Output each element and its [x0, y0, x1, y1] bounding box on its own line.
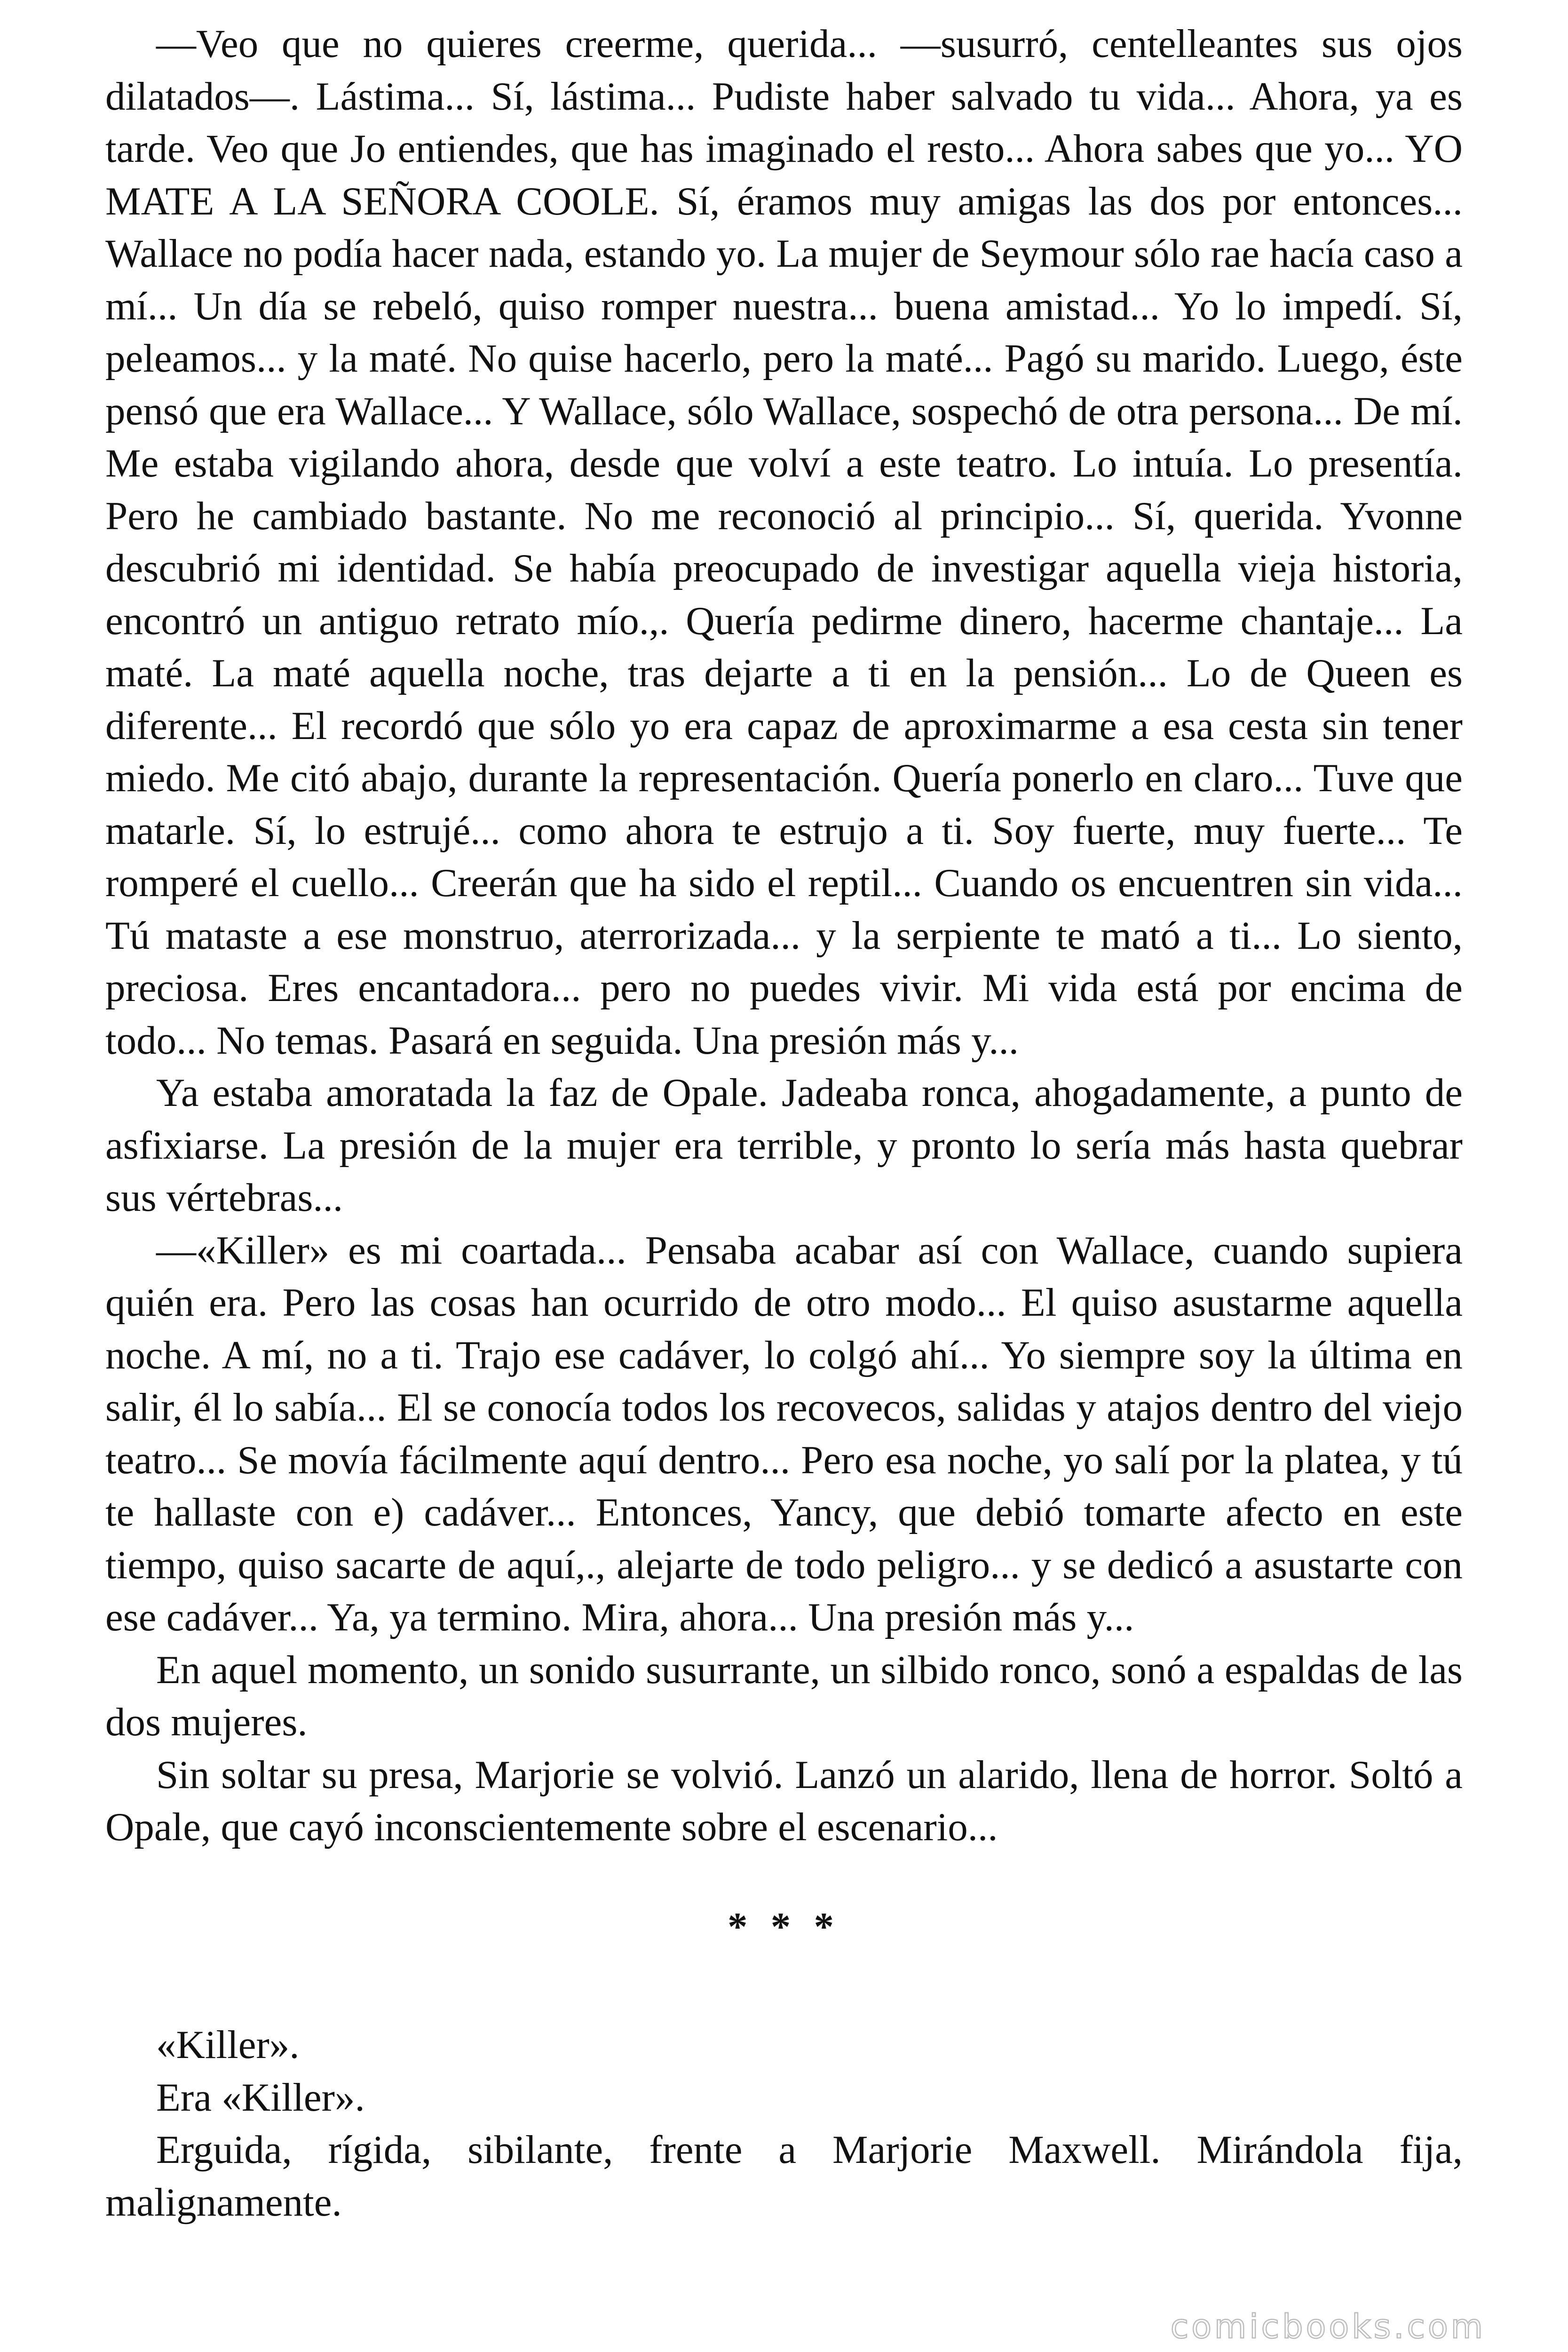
closing-paragraph-1: «Killer». — [156, 2023, 300, 2067]
paragraph-narration-3: Sin soltar su presa, Marjorie se volvió. Lanzó un alarido, llena de horror. Soltó a Opale, que cayó inconscientemente sobre el escenario... — [105, 1752, 1463, 1849]
paragraph-narration-1: Ya estaba amoratada la faz de Opale. Jadeaba ronca, ahogadamente, a punto de asfixiarse. La presión de la mujer era terrible, y pronto lo sería más hasta quebrar sus vértebras... — [105, 1071, 1463, 1220]
paragraph-monologue-1: —Veo que no quieres creerme, querida... —susurró, centelleantes sus ojos dilatados—. Lástima... Sí, lástima... Pudiste haber salvado tu vida... Ahora, ya es tarde. Veo que Jo entiendes, que has imaginado el resto... Ahora sabes que yo... YO MATE A LA SEÑORA COOLE. Sí, éramos muy amigas las dos por entonces... Wallace no podía hacer nada, estando yo. La mujer de Seymour sólo rae hacía caso a mí... Un día se rebeló, quiso romper nuestra... buena amistad... Yo lo impedí. Sí, peleamos... y la maté. No quise hacerlo, pero la maté... Pagó su marido. Luego, éste pensó que era Wallace... Y Wallace, sólo Wallace, sospechó de otra persona... De mí. Me estaba vigilando ahora, desde que volví a este teatro. Lo intuía. Lo presentía. Pero he cambiado bastante. No me reconoció al principio... Sí, querida. Yvonne descubrió mi identidad. Se había preocupado de investigar aquella vieja historia, encontró un antiguo retrato mío.,. Quería pedirme dinero, hacerme chantaje... La maté. La maté aquella noche, tras dejarte a ti en la pensión... Lo de Queen es diferente... El recordó que sólo yo era capaz de aproximarme a esa cesta sin tener miedo. Me citó abajo, durante la representación. Quería ponerlo en claro... Tuve que matarle. Sí, lo estrujé... como ahora te estrujo a ti. Soy fuerte, muy fuerte... Te romperé el cuello... Creerán que ha sido el reptil... Cuando os encuentren sin vida... Tú mataste a ese monstruo, aterrorizada... y la serpiente te mató a ti... Lo siento, preciosa. Eres encantadora... pero no puedes vivir. Mi vida está por encima de todo... No temas. Pasará en seguida. Una presión más y... — [105, 22, 1463, 1063]
closing-paragraph-3: Erguida, rígida, sibilante, frente a Marjorie Maxwell. Mirándola fija, malignamente. — [105, 2128, 1463, 2225]
section-separator: * * * — [728, 1904, 840, 1949]
closing-paragraph-2: Era «Killer». — [156, 2075, 365, 2120]
site-watermark: comicbooks.com — [1170, 2307, 1486, 2346]
page-body-text — [105, 18, 1463, 2229]
paragraph-monologue-2: —«Killer» es mi coartada... Pensaba acabar así con Wallace, cuando supiera quién era. Pero las cosas han ocurrido de otro modo... El quiso asustarme aquella noche. A mí, no a ti. Trajo ese cadáver, lo colgó ahí... Yo siempre soy la última en salir, él lo sabía... El se conocía todos los recovecos, salidas y atajos dentro del viejo teatro... Se movía fácilmente aquí dentro... Pero esa noche, yo salí por la platea, y tú te hallaste con e) cadáver... Entonces, Yancy, que debió tomarte afecto en este tiempo, quiso sacarte de aquí,., alejarte de todo peligro... y se dedicó a asustarte con ese cadáver... Ya, ya termino. Mira, ahora... Una presión más y... — [105, 1228, 1463, 1639]
paragraph-narration-2: En aquel momento, un sonido susurrante, un silbido ronco, sonó a espaldas de las dos mujeres. — [105, 1647, 1463, 1744]
